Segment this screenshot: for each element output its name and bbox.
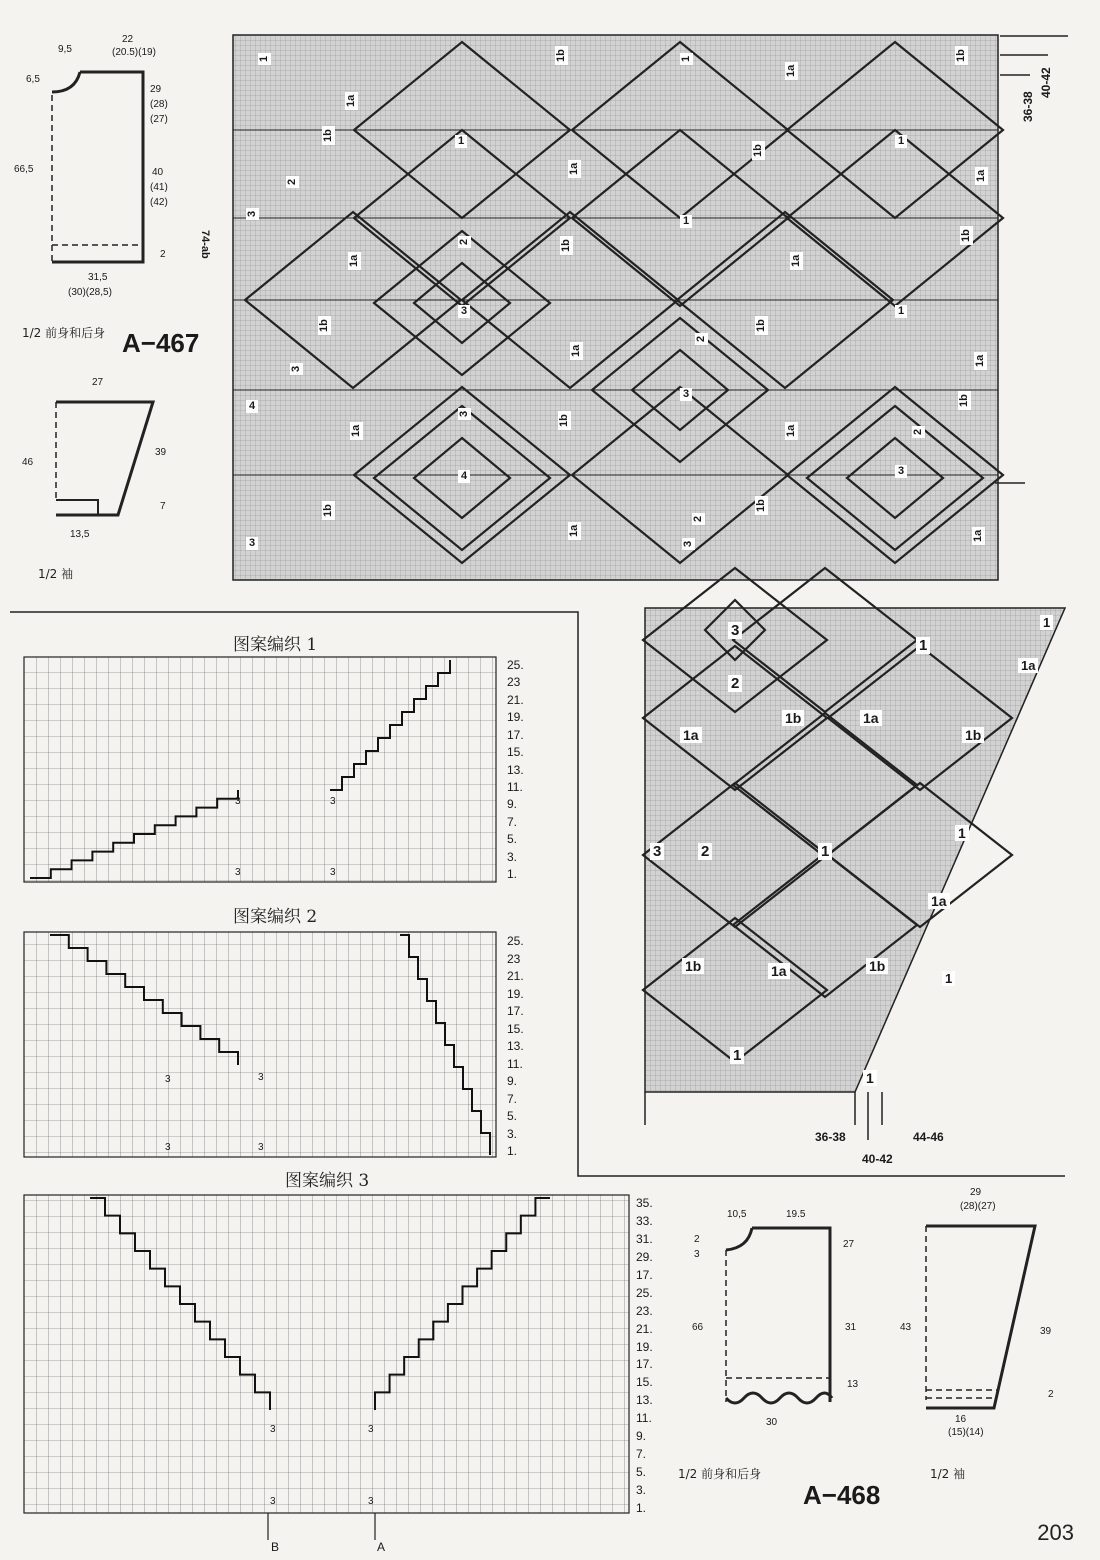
pattern-2-row-5: 15. <box>507 1021 524 1036</box>
top-chart-label-2: 1b <box>555 46 568 65</box>
schematic-467-sleeve-dim-4: 13,5 <box>70 529 90 540</box>
pattern-3-row-5: 25. <box>636 1285 653 1300</box>
top-chart-label-40: 1a <box>568 522 581 540</box>
pattern-2-row-10: 5. <box>507 1109 518 1123</box>
right-chart-label-8: 1b <box>962 727 984 743</box>
right-chart-label-10: 3 <box>650 843 664 860</box>
right-chart-label-7: 1a <box>680 727 702 743</box>
pattern-1-title: 图案编织 1 <box>233 635 318 655</box>
pattern-3-row-3: 29. <box>636 1249 653 1264</box>
top-chart-label-11: 1a <box>975 167 988 185</box>
schematic-468-body-dim-8: 30 <box>766 1417 778 1428</box>
pattern-1-row-2: 21. <box>507 692 524 707</box>
pattern-1-mark-1: 3 <box>330 796 336 807</box>
pattern-1-mark-2: 3 <box>235 867 241 878</box>
top-chart-label-27: 1b <box>755 316 768 335</box>
top-chart-label-36: 4 <box>458 470 470 483</box>
top-chart-label-18: 2 <box>458 236 471 248</box>
pattern-1-mark-3: 3 <box>330 867 336 878</box>
right-chart-label-5: 1a <box>860 710 882 726</box>
pattern-1-row-11: 3. <box>507 849 518 864</box>
pattern-1-row-12: 1. <box>507 867 518 881</box>
pattern-3-row-10: 15. <box>636 1375 653 1390</box>
top-chart-label-8: 1b <box>752 141 765 160</box>
pattern-1-row-5: 15. <box>507 745 524 760</box>
right-chart-size-44-46: 44-46 <box>913 1130 944 1144</box>
pattern-3-mark-2: 3 <box>270 1496 276 1507</box>
schematic-467-sleeve-dim-3: 7 <box>160 501 166 512</box>
schematic-467-body-dim-0: 9,5 <box>58 44 72 55</box>
schematic-467-body-dim-3: 6,5 <box>26 74 40 85</box>
top-chart-label-5: 1b <box>955 46 968 65</box>
pattern-3-row-1: 33. <box>636 1213 653 1228</box>
pattern-2-row-1: 23 <box>507 951 521 966</box>
schematic-468-body-dim-6: 31 <box>845 1322 857 1333</box>
top-chart-label-14: 1 <box>680 215 692 228</box>
pattern-3-grid <box>24 1195 629 1513</box>
pattern-3-mark-1: 3 <box>368 1424 374 1435</box>
pattern-3-row-13: 9. <box>636 1429 647 1444</box>
top-chart-label-0: 1 <box>258 53 271 65</box>
schematic-467-sleeve-dim-2: 39 <box>155 447 167 458</box>
top-chart-label-34: 2 <box>912 426 925 438</box>
pattern-2-title: 图案编织 2 <box>233 907 318 927</box>
pattern-1-row-0: 25. <box>507 658 524 672</box>
top-chart-label-23: 1 <box>895 305 907 318</box>
pattern-2-grid <box>24 932 496 1157</box>
schematic-467-body-dim-13: (30)(28,5) <box>68 287 112 298</box>
schematic-468-sleeve-outline <box>926 1226 1035 1408</box>
pattern-1-row-3: 19. <box>507 710 524 725</box>
caption-467-sleeve: 1/2 袖 <box>38 567 74 581</box>
pattern-3-mark-0: 3 <box>270 1424 276 1435</box>
pattern-2-row-11: 3. <box>507 1126 518 1141</box>
top-chart-label-19: 1a <box>348 252 361 270</box>
schematic-468-body-outline <box>726 1228 832 1403</box>
top-chart-size-36-38: 36-38 <box>1021 91 1035 122</box>
pattern-2-mark-2: 3 <box>165 1142 171 1153</box>
top-chart-label-37: 3 <box>895 465 907 478</box>
caption-468-front-back: 1/2 前身和后身 <box>678 1467 762 1481</box>
top-chart-label-20: 3 <box>458 305 470 318</box>
top-chart-side-mark: 74-ab <box>199 230 211 259</box>
top-chart-label-43: 1b <box>755 496 768 515</box>
caption-468-sleeve: 1/2 袖 <box>930 1467 966 1481</box>
pattern-2-row-3: 19. <box>507 986 524 1001</box>
top-chart-label-33: 1a <box>785 422 798 440</box>
top-chart-label-35: 1b <box>958 391 971 410</box>
pattern-3-row-14: 7. <box>636 1447 647 1462</box>
top-chart-label-17: 1b <box>960 226 973 245</box>
pattern-1-row-10: 5. <box>507 832 518 847</box>
schematic-468-sleeve-dim-4: 2 <box>1048 1389 1054 1400</box>
schematic-467-body-dim-10: (42) <box>150 197 168 208</box>
page-number: 203 <box>1037 1520 1074 1545</box>
pattern-3-row-11: 13. <box>636 1393 653 1408</box>
pattern-3-mark-3: 3 <box>368 1496 374 1507</box>
top-chart-label-13: 3 <box>246 208 259 220</box>
pattern-3-row-6: 23. <box>636 1303 653 1318</box>
schematic-467-sleeve-dim-1: 46 <box>22 457 34 468</box>
right-chart-label-9: 1 <box>955 825 969 841</box>
right-chart-label-2: 1 <box>1040 615 1053 630</box>
right-chart-label-15: 1a <box>768 963 790 979</box>
top-chart-label-28: 3 <box>680 388 692 401</box>
schematic-467-body-dim-12: 31,5 <box>88 272 108 283</box>
top-chart-label-10: 1 <box>895 135 907 148</box>
right-chart-size-40-42: 40-42 <box>862 1152 893 1166</box>
schematic-468-sleeve-dim-0: 29 <box>970 1187 982 1198</box>
model-code-468: A−468 <box>803 1480 881 1510</box>
top-chart-label-7: 1 <box>455 135 467 148</box>
schematic-467-body-dim-2: (20.5)(19) <box>112 47 156 58</box>
pattern-2-mark-1: 3 <box>258 1072 264 1083</box>
pattern-1-row-9: 7. <box>507 814 518 829</box>
schematic-467-body-dim-7: 66,5 <box>14 164 34 175</box>
schematic-467-sleeve-dim-0: 27 <box>92 377 104 388</box>
right-chart-label-18: 1 <box>730 1047 744 1064</box>
schematic-468-sleeve-dim-1: (28)(27) <box>960 1201 996 1212</box>
pattern-2-mark-3: 3 <box>258 1142 264 1153</box>
pattern-2-row-9: 7. <box>507 1091 518 1106</box>
schematic-468-body-dim-3: 3 <box>694 1249 700 1260</box>
schematic-467-body-dim-11: 2 <box>160 249 166 260</box>
pattern-3-row-0: 35. <box>636 1196 653 1210</box>
right-chart-label-12: 1 <box>818 843 832 860</box>
schematic-468-sleeve-dim-6: (15)(14) <box>948 1427 984 1438</box>
pattern-2-row-8: 9. <box>507 1074 518 1088</box>
top-chart-label-3: 1 <box>680 53 693 65</box>
pattern-2-row-4: 17. <box>507 1004 524 1018</box>
right-chart-label-11: 2 <box>698 843 712 860</box>
top-chart-label-6: 1b <box>322 126 335 145</box>
pattern-1-mark-0: 3 <box>235 796 241 807</box>
right-chart-size-36-38: 36-38 <box>815 1130 846 1144</box>
right-chart-label-14: 1b <box>682 958 704 974</box>
caption-467-front-back: 1/2 前身和后身 <box>22 326 106 340</box>
pattern-1-row-1: 23 <box>507 675 521 690</box>
pattern-3-row-12: 11. <box>636 1411 652 1426</box>
schematic-468-body-dim-4: 27 <box>843 1239 855 1250</box>
top-chart-label-16: 1a <box>790 252 803 270</box>
schematic-467-body-dim-5: (28) <box>150 99 168 110</box>
top-chart-label-21: 1b <box>318 316 331 335</box>
right-chart-label-6: 1a <box>1018 658 1038 673</box>
right-chart-label-16: 1b <box>866 958 888 974</box>
pattern-2-mark-0: 3 <box>165 1074 171 1085</box>
top-chart-label-1: 1a <box>345 92 358 110</box>
pattern-1-row-6: 13. <box>507 762 524 777</box>
pattern-3-arrow-b: B <box>271 1540 280 1554</box>
right-chart-label-4: 1b <box>782 710 804 726</box>
schematic-467-sleeve-outline <box>56 402 153 515</box>
schematic-468-sleeve-dim-3: 39 <box>1040 1326 1052 1337</box>
pattern-3-row-9: 17. <box>636 1357 653 1372</box>
pattern-1-row-4: 17. <box>507 727 524 742</box>
pattern-2-row-6: 13. <box>507 1039 524 1053</box>
top-chart-label-39: 3 <box>246 537 258 550</box>
right-chart-label-1: 1 <box>916 637 930 654</box>
top-chart-label-25: 4 <box>246 400 258 413</box>
schematic-468-body-dim-0: 10,5 <box>727 1209 747 1220</box>
schematic-467-body-dim-8: 40 <box>152 167 164 178</box>
schematic-467-body-dim-1: 22 <box>122 34 134 45</box>
pattern-3-row-17: 1. <box>636 1501 647 1515</box>
pattern-1-row-7: 11. <box>507 779 523 794</box>
schematic-468-sleeve-dim-5: 16 <box>955 1414 967 1425</box>
right-chart-label-0: 3 <box>728 622 742 639</box>
top-chart-label-22: 1a <box>570 342 583 360</box>
schematic-467-body-dim-4: 29 <box>150 84 162 95</box>
schematic-467-body-dim-6: (27) <box>150 114 168 125</box>
top-chart-label-4: 1a <box>785 62 798 80</box>
top-chart-label-15: 1b <box>560 236 573 255</box>
top-chart-label-44: 1a <box>972 527 985 545</box>
pattern-2-row-12: 1. <box>507 1144 518 1158</box>
top-chart-size-40-42: 40-42 <box>1039 67 1053 98</box>
top-chart-label-38: 1b <box>322 501 335 520</box>
top-chart-label-31: 1b <box>558 411 571 430</box>
top-chart <box>233 35 1068 580</box>
top-chart-label-32: 1a <box>350 422 363 440</box>
right-chart-label-17: 1 <box>942 971 955 986</box>
pattern-3-row-15: 5. <box>636 1465 647 1480</box>
pattern-1-row-8: 9. <box>507 797 518 812</box>
top-chart-label-26: 2 <box>695 333 708 345</box>
pattern-2-row-2: 21. <box>507 969 524 983</box>
schematic-468-body-dim-2: 2 <box>694 1234 700 1245</box>
schematic-468-body-dim-5: 66 <box>692 1322 704 1333</box>
schematic-468-body-dim-1: 19.5 <box>786 1209 806 1220</box>
schematic-467-body-dim-9: (41) <box>150 182 168 193</box>
pattern-3-row-7: 21. <box>636 1321 653 1336</box>
pattern-3-arrow-a: A <box>377 1540 386 1554</box>
top-chart-label-29: 1a <box>974 352 987 370</box>
top-chart-label-24: 3 <box>290 363 303 375</box>
top-chart-label-12: 2 <box>286 176 299 188</box>
top-chart-label-9: 1a <box>568 160 581 178</box>
right-chart-label-13: 1a <box>928 893 950 909</box>
pattern-3-row-2: 31. <box>636 1231 653 1246</box>
right-chart-label-19: 1 <box>863 1070 877 1086</box>
top-chart-label-41: 2 <box>692 513 705 525</box>
pattern-3-title: 图案编织 3 <box>285 1171 370 1191</box>
right-chart-label-3: 2 <box>728 675 742 692</box>
schematic-468-body-dim-7: 13 <box>847 1379 859 1390</box>
pattern-3-row-16: 3. <box>636 1483 647 1498</box>
pattern-3-row-8: 19. <box>636 1339 653 1354</box>
top-chart-label-30: 3 <box>458 408 471 420</box>
model-code-467: A−467 <box>122 328 200 358</box>
pattern-2-row-7: 11. <box>507 1056 523 1071</box>
schematic-467-body-outline <box>52 72 143 262</box>
top-chart-label-42: 3 <box>682 538 695 550</box>
schematic-468-sleeve-dim-2: 43 <box>900 1322 912 1333</box>
pattern-3-row-4: 17. <box>636 1267 653 1282</box>
pattern-2-row-0: 25. <box>507 934 524 948</box>
